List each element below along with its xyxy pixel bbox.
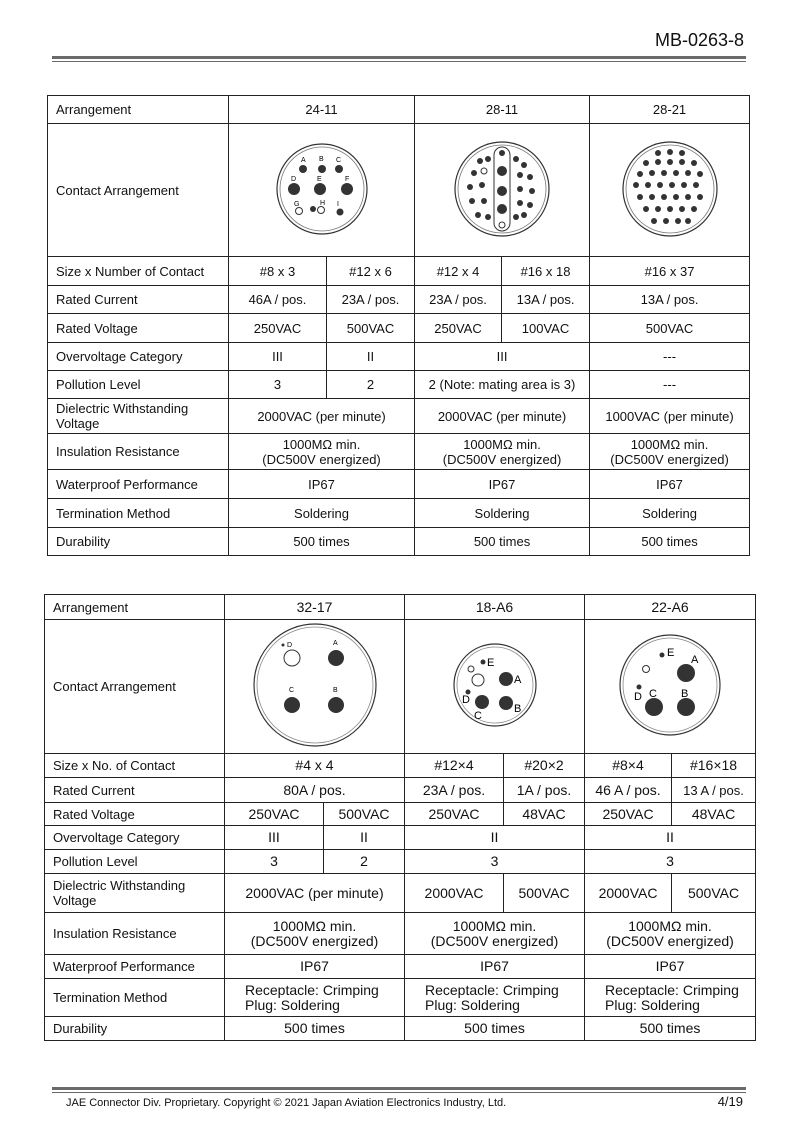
cell: 250VAC	[225, 803, 324, 826]
contact-letter: G	[293, 200, 299, 208]
value-line: Plug: Soldering	[425, 996, 520, 1013]
copyright-footer: JAE Connector Div. Proprietary. Copyright © 2021 Japan Aviation Electronics Industry, Ltd.	[66, 1097, 507, 1109]
cell: IP67	[225, 955, 405, 979]
cell: #16×18	[672, 754, 756, 778]
arrangement-32-17: 32-17	[225, 595, 405, 620]
value-line: 1000MΩ min.	[272, 917, 357, 934]
contact-letter: A	[691, 654, 699, 666]
arrangement-18-a6: 18-A6	[405, 595, 585, 620]
value-line: (DC500V energized)	[606, 932, 734, 949]
row-label-voltage: Rated Voltage	[48, 314, 229, 343]
cell: 500 times	[229, 528, 415, 556]
row-label-termination: Termination Method	[48, 499, 229, 528]
contact-letter: D	[634, 691, 642, 703]
arrangement-28-11: 28-11	[415, 96, 590, 124]
row-label-contact-arrangement: Contact Arrangement	[48, 124, 229, 257]
cell: 100VAC	[502, 314, 590, 343]
row-label-overvoltage: Overvoltage Category	[45, 826, 225, 850]
cell: Soldering	[590, 499, 750, 528]
cell: IP67	[585, 955, 756, 979]
cell: 3	[585, 850, 756, 874]
cell	[585, 979, 756, 1017]
contact-letter: F	[344, 175, 349, 183]
value-line: (DC500V energized)	[250, 932, 379, 949]
footer-rule	[52, 1087, 746, 1090]
cell: II	[405, 826, 585, 850]
cell: 500VAC	[672, 874, 756, 913]
cell: 2000VAC (per minute)	[229, 399, 415, 434]
cell: 13A / pos.	[502, 286, 590, 314]
row-label-size: Size x No. of Contact	[45, 754, 225, 778]
spec-table-2	[44, 594, 756, 1041]
cell: II	[585, 826, 756, 850]
row-label-contact-arrangement: Contact Arrangement	[45, 620, 225, 754]
contact-diagram-24-11	[229, 124, 415, 257]
cell: ---	[590, 371, 750, 399]
contact-letter: A	[332, 640, 338, 647]
cell	[585, 913, 756, 955]
cell: 23A / pos.	[405, 778, 504, 803]
cell: 500VAC	[327, 314, 415, 343]
value-line: Receptacle: Crimping	[605, 981, 739, 998]
cell: 48VAC	[504, 803, 585, 826]
value-line: Receptacle: Crimping	[425, 981, 559, 998]
cell	[415, 434, 590, 470]
cell: #12×4	[405, 754, 504, 778]
contact-letter: E	[316, 175, 322, 183]
row-label-dielectric	[45, 874, 225, 913]
cell: Soldering	[229, 499, 415, 528]
header-rule-thin	[52, 61, 746, 62]
row-label-durability: Durability	[45, 1017, 225, 1041]
contact-letter: A	[513, 674, 521, 686]
arrangement-28-21: 28-21	[590, 96, 750, 124]
contact-letter: D	[461, 694, 470, 706]
cell	[405, 979, 585, 1017]
cell: II	[324, 826, 405, 850]
row-label-arrangement: Arrangement	[48, 96, 229, 124]
label-line: Dielectric Withstanding	[56, 401, 189, 416]
contact-diagram-18-a6	[405, 620, 585, 754]
contact-diagram-32-17	[225, 620, 405, 754]
cell: 500 times	[590, 528, 750, 556]
cell: III	[229, 343, 327, 371]
cell: #4 x 4	[225, 754, 405, 778]
contact-letter: H	[319, 199, 325, 207]
row-label-dielectric	[48, 399, 229, 434]
arrangement-24-11: 24-11	[229, 96, 415, 124]
cell: #12 x 4	[415, 257, 502, 286]
cell	[229, 434, 415, 470]
value-line: Plug: Soldering	[605, 996, 700, 1013]
contact-letter: C	[649, 688, 657, 700]
cell: 500 times	[415, 528, 590, 556]
cell: 48VAC	[672, 803, 756, 826]
row-label-pollution: Pollution Level	[45, 850, 225, 874]
contact-letter: B	[332, 687, 338, 694]
contact-letter: D	[286, 642, 292, 649]
contact-letter: C	[288, 687, 294, 694]
value-line: (DC500V energized)	[430, 932, 559, 949]
row-label-insulation: Insulation Resistance	[48, 434, 229, 470]
cell	[225, 913, 405, 955]
row-label-insulation: Insulation Resistance	[45, 913, 225, 955]
cell: 250VAC	[405, 803, 504, 826]
cell: 23A / pos.	[327, 286, 415, 314]
cell: 13A / pos.	[590, 286, 750, 314]
contact-diagram-22-a6	[585, 620, 756, 754]
cell: 1000VAC (per minute)	[590, 399, 750, 434]
value-line: (DC500V energized)	[610, 451, 729, 467]
cell: ---	[590, 343, 750, 371]
row-label-size: Size x Number of Contact	[48, 257, 229, 286]
contact-letter: I	[336, 200, 339, 208]
row-label-waterproof: Waterproof Performance	[45, 955, 225, 979]
cell: IP67	[415, 470, 590, 499]
cell	[405, 913, 585, 955]
cell: #16 x 18	[502, 257, 590, 286]
contact-letter: D	[290, 175, 296, 183]
value-line: 1000MΩ min.	[282, 436, 361, 452]
contact-letter: C	[335, 156, 341, 164]
cell: III	[415, 343, 590, 371]
value-line: 1000MΩ min.	[628, 917, 712, 934]
value-line: Receptacle: Crimping	[245, 981, 379, 998]
cell: 250VAC	[585, 803, 672, 826]
cell: 500 times	[585, 1017, 756, 1041]
cell: 500VAC	[590, 314, 750, 343]
cell: 500 times	[225, 1017, 405, 1041]
contact-letter: C	[473, 710, 482, 722]
cell: 2	[324, 850, 405, 874]
cell: 3	[405, 850, 585, 874]
cell: 500VAC	[504, 874, 585, 913]
contact-letter: B	[318, 155, 324, 163]
cell: 500VAC	[324, 803, 405, 826]
cell	[590, 434, 750, 470]
cell: IP67	[229, 470, 415, 499]
cell: Soldering	[415, 499, 590, 528]
cell: IP67	[590, 470, 750, 499]
label-line: Voltage	[53, 893, 97, 908]
row-label-overvoltage: Overvoltage Category	[48, 343, 229, 371]
cell: II	[327, 343, 415, 371]
label-line: Dielectric Withstanding	[53, 878, 186, 893]
cell: 2	[327, 371, 415, 399]
cell: 23A / pos.	[415, 286, 502, 314]
contact-diagram-28-21	[590, 124, 750, 257]
row-label-current: Rated Current	[45, 778, 225, 803]
row-label-termination: Termination Method	[45, 979, 225, 1017]
value-line: 1000MΩ min.	[452, 917, 537, 934]
contact-letter: B	[681, 688, 689, 700]
contact-letter: E	[486, 657, 494, 669]
value-line: 1000MΩ min.	[463, 436, 541, 452]
cell	[225, 979, 405, 1017]
label-line: Voltage	[56, 416, 100, 431]
cell: #12 x 6	[327, 257, 415, 286]
value-line: (DC500V energized)	[262, 451, 381, 467]
page-number: 4/19	[717, 1094, 743, 1109]
spec-table-1	[47, 95, 750, 556]
contact-diagram-28-11	[415, 124, 590, 257]
cell: IP67	[405, 955, 585, 979]
cell: 1A / pos.	[504, 778, 585, 803]
cell: 3	[229, 371, 327, 399]
cell: 2000VAC	[405, 874, 504, 913]
row-label-voltage: Rated Voltage	[45, 803, 225, 826]
row-label-pollution: Pollution Level	[48, 371, 229, 399]
document-number: MB-0263-8	[654, 30, 744, 50]
row-label-durability: Durability	[48, 528, 229, 556]
contact-letter: B	[513, 703, 521, 715]
row-label-arrangement: Arrangement	[45, 595, 225, 620]
cell: 13 A / pos.	[672, 778, 756, 803]
value-line: (DC500V energized)	[442, 451, 562, 467]
contact-letter: E	[667, 647, 675, 659]
cell: #8 x 3	[229, 257, 327, 286]
cell: 2000VAC (per minute)	[225, 874, 405, 913]
cell: 3	[225, 850, 324, 874]
arrangement-22-a6: 22-A6	[585, 595, 756, 620]
cell: 46 A / pos.	[585, 778, 672, 803]
cell: 2000VAC (per minute)	[415, 399, 590, 434]
value-line: 1000MΩ min.	[630, 436, 709, 452]
value-line: Plug: Soldering	[245, 996, 340, 1013]
cell: #20×2	[504, 754, 585, 778]
cell: 80A / pos.	[225, 778, 405, 803]
cell: 250VAC	[415, 314, 502, 343]
cell: 500 times	[405, 1017, 585, 1041]
cell: 2 (Note: mating area is 3)	[415, 371, 590, 399]
cell: 46A / pos.	[229, 286, 327, 314]
header-rule	[52, 56, 746, 59]
row-label-current: Rated Current	[48, 286, 229, 314]
cell: 2000VAC	[585, 874, 672, 913]
contact-letter: A	[300, 156, 306, 164]
cell: III	[225, 826, 324, 850]
row-label-waterproof: Waterproof Performance	[48, 470, 229, 499]
footer-rule-thin	[52, 1092, 746, 1093]
cell: #8×4	[585, 754, 672, 778]
cell: #16 x 37	[590, 257, 750, 286]
cell: 250VAC	[229, 314, 327, 343]
